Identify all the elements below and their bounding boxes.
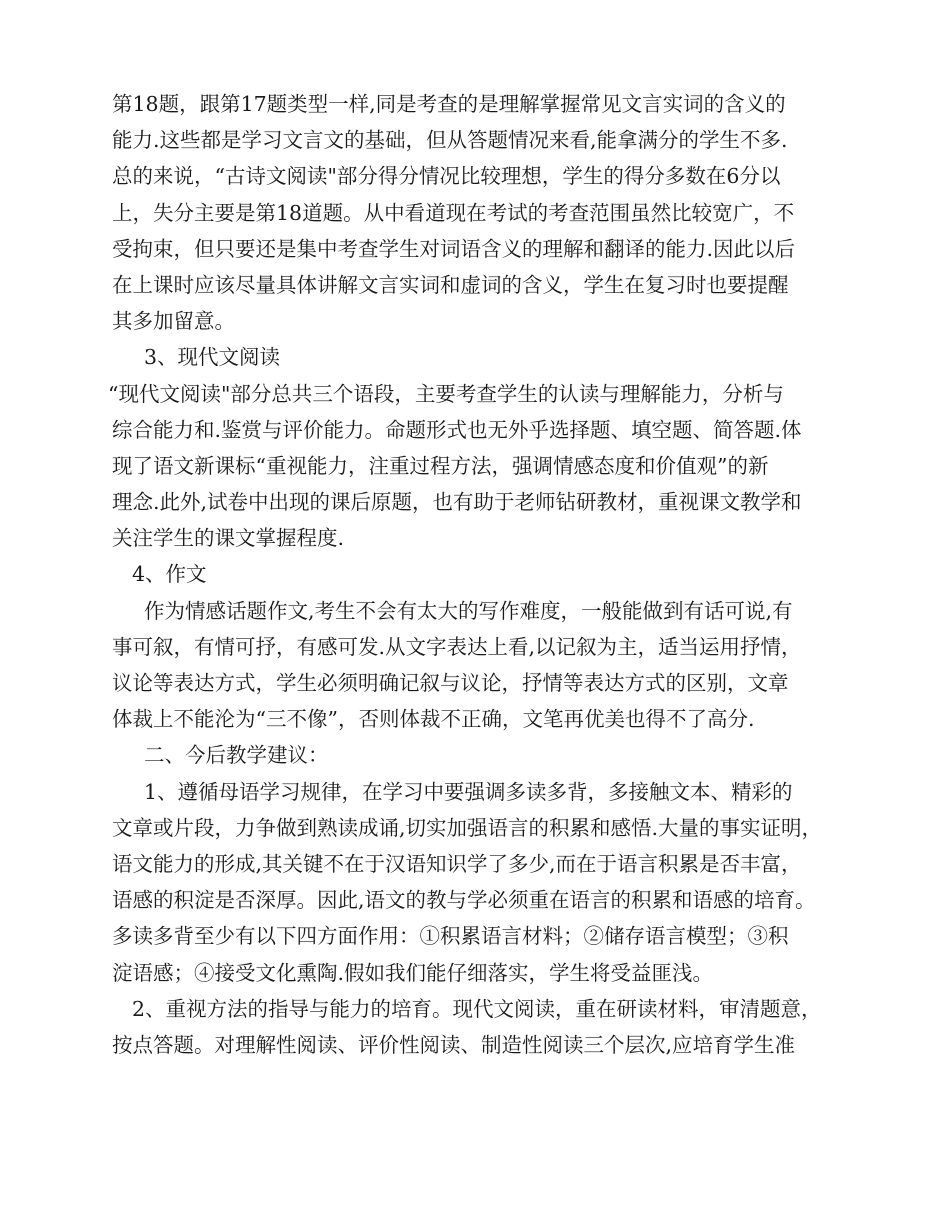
paragraph-line: 上，失分主要是第18道题。从中看道现在考试的考查范围虽然比较宽广，不 bbox=[112, 200, 795, 225]
paragraph-line: 第18题，跟第17题类型一样,同是考查的是理解掌握常见文言实词的含义的 bbox=[112, 92, 786, 116]
paragraph-line: 在上课时应该尽量具体讲解文言实词和虚词的含义，学生在复习时也要提醒 bbox=[112, 272, 789, 297]
section-heading-teaching-suggestions: 二、今后教学建议： bbox=[144, 743, 329, 768]
paragraph-line: 语感的积淀是否深厚。因此,语文的教与学必须重在语言的积累和语感的培育。 bbox=[112, 888, 816, 913]
paragraph-line: 理念.此外,试卷中出现的课后原题，也有助于老师钻研教材，重视课文教学和 bbox=[112, 490, 802, 515]
paragraph-line: 综合能力和.鉴赏与评价能力。命题形式也无外乎选择题、填空题、简答题.体 bbox=[112, 417, 802, 442]
paragraph-line: 其多加留意。 bbox=[112, 309, 235, 334]
paragraph-line: 能力.这些都是学习文言文的基础，但从答题情况来看,能拿满分的学生不多. bbox=[112, 128, 788, 153]
paragraph-line: 语文能力的形成,其关键不在于汉语知识学了多少,而在于语言积累是否丰富， bbox=[112, 851, 802, 876]
paragraph-line: 作为情感话题作文,考生不会有太大的写作难度，一般能做到有话可说,有 bbox=[144, 598, 793, 623]
paragraph-line: 1、遵循母语学习规律，在学习中要强调多读多背，多接触文本、精彩的 bbox=[144, 779, 793, 804]
paragraph-line: 现了语文新课标“重视能力，注重过程方法，强调情感态度和价值观”的新 bbox=[112, 453, 769, 478]
section-heading-modern-reading: 3、现代文阅读 bbox=[144, 345, 281, 370]
paragraph-line: 议论等表达方式，学生必须明确记叙与议论，抒情等表达方式的区别，文章 bbox=[112, 671, 789, 695]
document-body bbox=[108, 86, 852, 1063]
paragraph-line: 多读多背至少有以下四方面作用：①积累语言材料；②储存语言模型；③积 bbox=[112, 924, 789, 949]
paragraph-line: 按点答题。对理解性阅读、评价性阅读、制造性阅读三个层次,应培育学生准 bbox=[112, 1032, 796, 1057]
paragraph-line: 文章或片段，力争做到熟读成诵,切实加强语言的积累和感悟.大量的事实证明， bbox=[112, 815, 823, 840]
paragraph-line: 2、重视方法的指导与能力的培育。现代文阅读，重在研读材料，审清题意， bbox=[132, 996, 822, 1021]
paragraph-line: “现代文阅读"部分总共三个语段，主要考查学生的认读与理解能力，分析与 bbox=[108, 381, 784, 406]
paragraph-line: 总的来说，“古诗文阅读"部分得分情况比较理想，学生的得分多数在6分以 bbox=[112, 164, 781, 189]
section-heading-composition: 4、作文 bbox=[132, 562, 207, 587]
paragraph-line: 受拘束，但只要还是集中考查学生对词语含义的理解和翻译的能力.因此以后 bbox=[112, 236, 796, 261]
paragraph-line: 体裁上不能沦为“三不像”，否则体裁不正确，文笔再优美也得不了高分. bbox=[112, 707, 755, 732]
paragraph-line: 关注学生的课文掌握程度. bbox=[112, 526, 345, 551]
paragraph-line: 事可叙，有情可抒，有感可发.从文字表达上看,以记叙为主，适当运用抒情， bbox=[112, 634, 802, 659]
paragraph-line: 淀语感；④接受文化熏陶.假如我们能仔细落实，学生将受益匪浅。 bbox=[112, 960, 714, 985]
